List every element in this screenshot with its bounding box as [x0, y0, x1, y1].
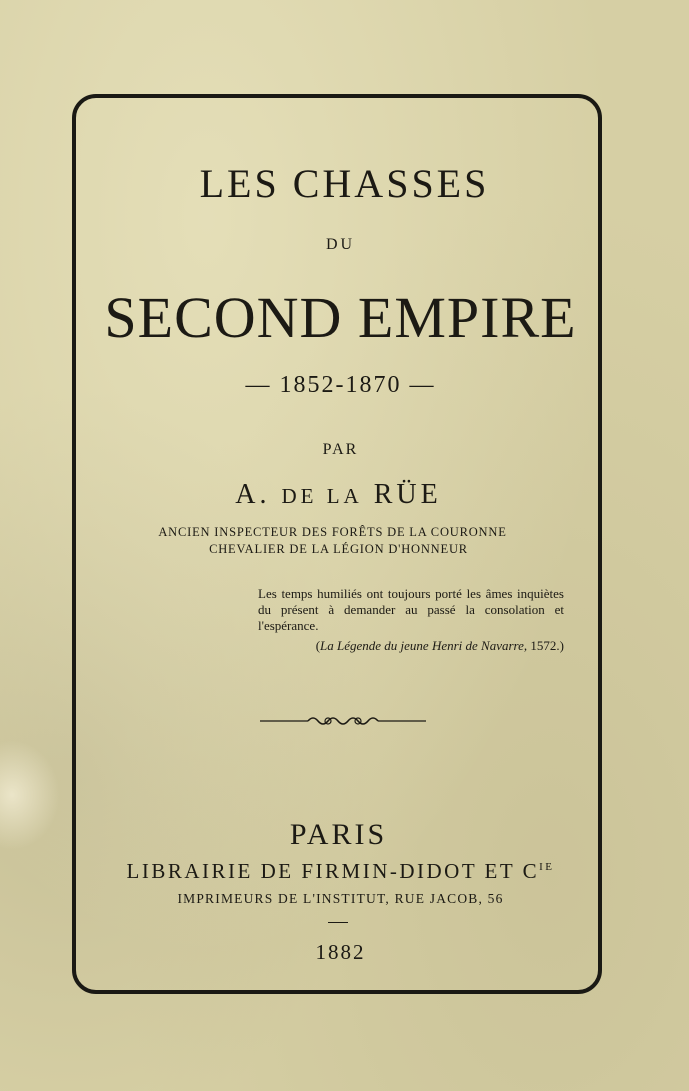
title-years: — 1852-1870 —	[245, 372, 436, 398]
epigraph: Les temps humiliés ont toujours porté les âmes inquiètes du présent à demander au passé la consolation et l'espérance.	[258, 586, 564, 633]
title-line-1: LES CHASSES	[199, 161, 490, 206]
author-surname: RÜE	[373, 479, 442, 510]
imprint-printers: IMPRIMEURS DE L'INSTITUT, RUE JACOB, 56	[177, 891, 504, 906]
title-connector: DU	[325, 236, 356, 253]
author-title-2: CHEVALIER DE LA LÉGION D'HONNEUR	[209, 542, 468, 556]
epigraph-source-title: La Légende du jeune Henri de Navarre,	[320, 638, 528, 653]
author-initial: A.	[235, 479, 271, 510]
epigraph-source-year: 1572.	[530, 638, 560, 653]
byline-par: PAR	[322, 441, 359, 458]
ornament-divider	[258, 710, 428, 732]
imprint-publisher	[0, 859, 685, 884]
publisher-sup: IE	[539, 861, 555, 873]
title-line-2: SECOND EMPIRE	[104, 285, 577, 350]
author-title-1: ANCIEN INSPECTEUR DES FORÊTS DE LA COURONNE	[158, 525, 507, 539]
author-name	[0, 479, 683, 511]
imprint-rule	[328, 922, 348, 923]
epigraph-source: (La Légende du jeune Henri de Navarre, 1572.)	[315, 638, 564, 653]
author-particle: DE LA	[281, 484, 363, 508]
imprint-city: PARIS	[289, 818, 388, 851]
imprint-year: 1882	[315, 940, 366, 964]
publisher-name: LIBRAIRIE DE FIRMIN-DIDOT ET C	[126, 859, 540, 883]
